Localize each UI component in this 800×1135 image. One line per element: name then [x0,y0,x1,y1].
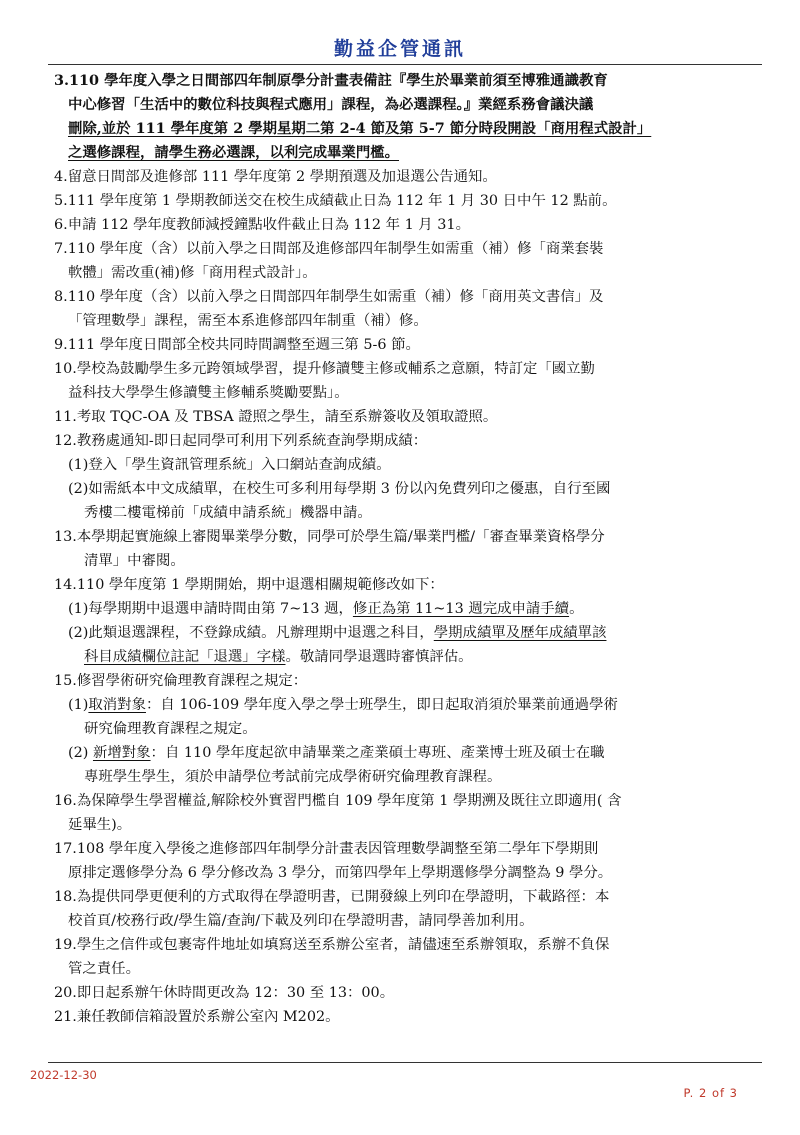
item-8 [54,285,762,333]
item-10-line-1: 10.學校為鼓勵學生多元跨領域學習，提升修讀雙主修或輔系之意願，特訂定「國立勤 [54,361,595,377]
item-14-sub-2-line-1: (2)此類退選課程，不登錄成績。凡辦理期中退選之科目，學期成績單及歷年成績單該 [68,625,607,641]
item-12-sub-1: (1)登入「學生資訊管理系統」入口網站查詢成績。 [68,457,391,473]
item-14-sub-2-underlined-a: 學期成績單及歷年成績單該 [433,625,607,641]
item-16-line-2: 延畢生)。 [68,817,132,833]
item-19-line-2: 管之責任。 [68,961,140,977]
item-3 [54,69,762,165]
newsletter-title: 勤益企管通訊 [333,38,466,60]
item-5: 5.111 學年度第 1 學期教師送交在校生成績截止日為 112 年 1 月 30 日中午 12 點前。 [54,193,617,209]
item-6: 6.申請 112 學年度教師減授鐘點收件截止日為 112 年 1 月 31。 [54,217,470,233]
item-19-line-1: 19.學生之信件或包裹寄件地址如填寫送至系辦公室者，請儘速至系辦領取，系辦不負保 [54,937,610,953]
item-19 [54,933,762,981]
item-15-added-target: 新增對象 [92,745,151,761]
item-15-cancelled-target: 取消對象 [88,697,146,713]
item-14-sub-2-line-2: 科目成績欄位註記「退選」字樣。敬請同學退選時審慎評估。 [84,649,473,665]
item-13-line-1: 13.本學期起實施線上審閱畢業學分數，同學可於學生篇/畢業門檻/「審查畢業資格學分 [54,529,605,545]
item-18-line-2: 校首頁/校務行政/學生篇/查詢/下載及列印在學證明書，請同學善加利用。 [68,913,534,929]
item-3-line-3: 刪除,並於 111 學年度第 2 學期星期二第 2-4 節及第 5-7 節分時段開設「商用程式設計」 [68,120,652,137]
item-14-sub-2-underlined-b: 科目成績欄位註記「退選」字樣 [84,649,286,665]
item-3-line-2: 中心修習「生活中的數位科技與程式應用」課程，為必選課程。』業經系務會議決議 [68,96,594,113]
item-15 [54,669,762,789]
item-15-sub-1-line-2: 研究倫理教育課程之規定。 [84,721,257,737]
item-9: 9.111 學年度日間部全校共同時間調整至週三第 5-6 節。 [54,337,420,353]
header-divider [48,64,762,65]
item-17-line-2: 原排定選修學分為 6 學分修改為 3 學分，而第四學年上學期選修學分調整為 9 學分。 [68,865,613,881]
item-10 [54,357,762,405]
item-7 [54,237,762,285]
item-7-line-1: 7.110 學年度（含）以前入學之日間部及進修部四年制學生如需重（補）修「商業套裝 [54,241,604,257]
item-15-sub-2-line-2: 專班學生學生，須於申請學位考試前完成學術研究倫理教育課程。 [84,769,502,785]
item-15-sub-1-line-1: (1)取消對象：自 106-109 學年度入學之學士班學生，即日起取消須於畢業前通過學術 [68,697,618,713]
item-7-line-2: 軟體」需改重(補)修「商用程式設計」。 [68,265,317,281]
item-21: 21.兼任教師信箱設置於系辦公室內 M202。 [54,1009,340,1025]
item-16 [54,789,762,837]
item-14-line-1: 14.110 學年度第 1 學期開始，期中退選相關規範修改如下： [54,577,444,593]
item-18 [54,885,762,933]
footer-divider [48,1062,762,1063]
item-10-line-2: 益科技大學學生修讀雙主修輔系獎勵要點」。 [68,385,349,401]
announcement-list [54,69,762,1029]
item-3-line-1: 3.110 學年度入學之日間部四年制原學分計畫表備註『學生於畢業前須至博雅通識教育 [54,72,608,89]
item-4: 4.留意日間部及進修部 111 學年度第 2 學期預選及加退選公告通知。 [54,169,497,185]
item-3-line-4: 之選修課程，請學生務必選課，以利完成畢業門檻。 [68,144,399,161]
item-12-sub-2-line-1: (2)如需紙本中文成績單，在校生可多利用每學期 3 份以內免費列印之優惠，自行至國 [68,481,611,497]
item-17 [54,837,762,885]
item-14 [54,573,762,669]
item-15-sub-2-line-1: (2) 新增對象：自 110 學年度起欲申請畢業之產業碩士專班、產業博士班及碩士在職 [68,745,605,761]
item-18-line-1: 18.為提供同學更便利的方式取得在學證明書，已開發線上列印在學證明，下載路徑：本 [54,889,610,905]
item-8-line-2: 「管理數學」課程，需至本系進修部四年制重（補）修。 [68,313,428,329]
item-8-line-1: 8.110 學年度（含）以前入學之日間部四年制學生如需重（補）修「商用英文書信」及 [54,289,604,305]
item-20: 20.即日起系辦午休時間更改為 12：30 至 13：00。 [54,985,395,1001]
item-12 [54,429,762,525]
item-14-sub-1: (1)每學期期中退選申請時間由第 7~13 週，修正為第 11~13 週完成申請手續。 [68,601,584,617]
page-number: P. 2 of 3 [683,1086,738,1100]
item-16-line-1: 16.為保障學生學習權益,解除校外實習門檻自 109 學年度第 1 學期溯及既往立即適用( 含 [54,793,622,809]
footer-date: 2022-12-30 [30,1068,97,1082]
item-13 [54,525,762,573]
item-15-line-1: 15.修習學術研究倫理教育課程之規定： [54,673,308,689]
item-13-line-2: 清單」中審閱。 [84,553,185,569]
item-14-sub-1-underlined: 修正為第 11~13 週完成申請手續 [352,601,570,617]
item-12-sub-2-line-2: 秀樓二樓電梯前「成績申請系統」機器申請。 [84,505,372,521]
item-12-line-1: 12.教務處通知-即日起同學可利用下列系統查詢學期成績： [54,433,428,449]
item-17-line-1: 17.108 學年度入學後之進修部四年制學分計畫表因管理數學調整至第二學年下學期則 [54,841,599,857]
item-11: 11.考取 TQC-OA 及 TBSA 證照之學生，請至系辦簽收及領取證照。 [54,409,498,425]
